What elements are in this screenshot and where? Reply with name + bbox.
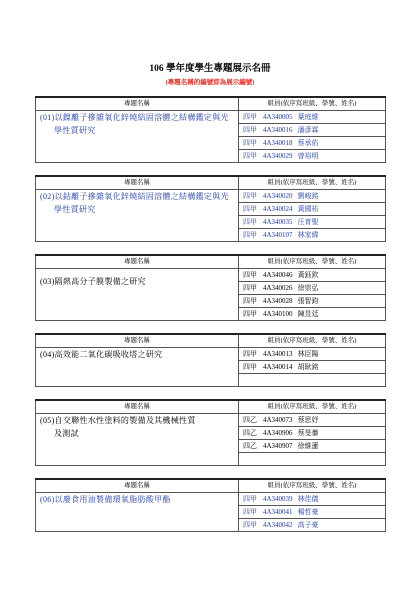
member-name: 胡耿銘 [297,363,319,371]
member-student-id: 4A340073 [263,416,293,424]
table-header-row [36,334,386,348]
member-class: 四甲 [243,350,257,358]
member-cell [239,374,386,387]
member-name: 林家緯 [297,231,319,239]
member-name: 蔡思妤 [297,416,319,424]
member-cell [239,414,386,427]
member-student-id: 4A340042 [263,521,293,529]
member-student-id: 4A340046 [263,271,293,279]
member-student-id: 4A340035 [263,218,293,226]
member-name: 高子豪 [297,521,319,529]
member-cell [239,295,386,308]
member-class: 四甲 [243,284,257,292]
table-header-topic: 專題名稱 [36,479,239,493]
project-title-cell [36,190,239,242]
member-class: 四甲 [243,271,257,279]
member-student-id: 4A340014 [263,363,293,371]
member-class: 四甲 [243,521,257,529]
member-name: 黃鈺欽 [297,271,319,279]
member-class: 四乙 [243,442,257,450]
member-name: 林臣陽 [297,350,319,358]
member-cell [239,216,386,229]
member-name: 劉峻銘 [297,192,319,200]
member-student-id: 4A340039 [263,495,293,503]
member-class: 四甲 [243,231,257,239]
member-student-id: 4A340005 [263,113,293,121]
table-header-row [36,479,386,493]
table-header-topic: 專題名稱 [36,334,239,348]
member-row [36,269,386,282]
member-row [36,493,386,506]
member-cell [239,282,386,295]
member-name: 黃國祐 [297,205,319,213]
member-class: 四甲 [243,113,257,121]
member-student-id: 4A340041 [263,508,293,516]
member-student-id: 4A340016 [263,126,293,134]
member-class: 四甲 [243,192,257,200]
member-student-id: 4A340107 [263,231,293,239]
member-student-id: 4A340906 [263,429,293,437]
project-title-line: (03)隔熱高分子膜製備之研究 [40,277,146,286]
table-header-row [36,255,386,269]
document-subtitle: (專題名稱的編號即為展示編號) [165,79,255,86]
project-title-line: 學性質研究 [54,126,96,135]
member-class: 四甲 [243,152,257,160]
project-table [35,254,386,321]
document-title: 106 學年度學生專題展示名冊 [149,64,271,74]
member-cell [239,124,386,137]
member-row [36,414,386,427]
member-cell [239,427,386,440]
member-class: 四甲 [243,126,257,134]
member-cell [239,348,386,361]
table-header-members: 組員(依序寫班級、學號、姓名) [239,255,386,269]
table-header-topic: 專題名稱 [36,255,239,269]
member-student-id: 4A340029 [263,152,293,160]
project-title-cell [36,493,239,532]
table-header-members: 組員(依序寫班級、學號、姓名) [239,97,386,111]
member-name: 葉庭維 [297,113,319,121]
project-title-line: 學性質研究 [54,205,96,214]
project-title-line: (04)高效能二氧化碳吸收塔之研究 [40,350,163,359]
table-header-members: 組員(依序寫班級、學號、姓名) [239,334,386,348]
member-class: 四甲 [243,508,257,516]
table-header-topic: 專題名稱 [36,97,239,111]
member-cell [239,308,386,321]
member-class: 四乙 [243,416,257,424]
table-header-members: 組員(依序寫班級、學號、姓名) [239,479,386,493]
member-name: 徐維蓮 [297,442,319,450]
project-table [35,333,386,387]
project-table [35,175,386,242]
member-student-id: 4A340907 [263,442,293,450]
member-cell [239,453,386,466]
member-cell [239,150,386,163]
member-cell [239,137,386,150]
member-row [36,348,386,361]
project-title-line: (06)以廢食用油製備環氧脂肪酸甲酯 [40,495,171,504]
project-title-line: (02)以鈷離子摻雜氧化鋅燒結固溶體之結構鑑定與光 [40,192,229,201]
project-table [35,96,386,163]
member-class: 四甲 [243,310,257,318]
table-header-members: 組員(依序寫班級、學號、姓名) [239,400,386,414]
member-name: 楊哲豪 [297,508,319,516]
member-class: 四甲 [243,495,257,503]
member-student-id: 4A340028 [263,297,293,305]
member-cell [239,440,386,453]
member-student-id: 4A340026 [263,284,293,292]
project-title-cell [36,111,239,163]
member-class: 四甲 [243,218,257,226]
member-student-id: 4A340013 [263,350,293,358]
table-header-members: 組員(依序寫班級、學號、姓名) [239,176,386,190]
member-class: 四甲 [243,297,257,305]
table-header-row [36,97,386,111]
member-row [36,111,386,124]
member-name: 張智鈞 [297,297,319,305]
project-title-cell [36,348,239,387]
member-cell [239,203,386,216]
member-name: 汪育聖 [297,218,319,226]
member-row [36,190,386,203]
member-cell [239,190,386,203]
project-title-cell [36,269,239,321]
member-cell [239,493,386,506]
member-cell [239,506,386,519]
table-header-row [36,176,386,190]
table-header-row [36,400,386,414]
member-class: 四甲 [243,205,257,213]
member-class: 四乙 [243,429,257,437]
member-name: 徐崇弘 [297,284,319,292]
project-table [35,478,386,532]
project-tables [0,96,420,532]
table-header-topic: 專題名稱 [36,176,239,190]
member-cell [239,111,386,124]
member-name: 潘彥霖 [297,126,319,134]
member-name: 林佳儀 [297,495,319,503]
project-table [35,399,386,466]
member-class: 四甲 [243,363,257,371]
member-student-id: 4A340024 [263,205,293,213]
table-header-topic: 專題名稱 [36,400,239,414]
project-title-line: (05)自交聯性水性塗料的製備及其機械性質 [40,416,196,425]
member-student-id: 4A340018 [263,139,293,147]
member-name: 曾裕明 [297,152,319,160]
member-student-id: 4A340020 [263,192,293,200]
member-name: 陳昱廷 [297,310,319,318]
member-class: 四甲 [243,139,257,147]
member-cell [239,269,386,282]
member-cell [239,361,386,374]
member-cell [239,229,386,242]
member-name: 蔡旻蓁 [297,429,319,437]
member-name: 蔡承佑 [297,139,319,147]
project-title-cell [36,414,239,466]
project-title-line: 及測試 [54,429,79,438]
member-cell [239,519,386,532]
member-student-id: 4A340100 [263,310,293,318]
project-title-line: (01)以鎳離子摻雜氧化鋅燒結固溶體之結構鑑定與光 [40,113,229,122]
